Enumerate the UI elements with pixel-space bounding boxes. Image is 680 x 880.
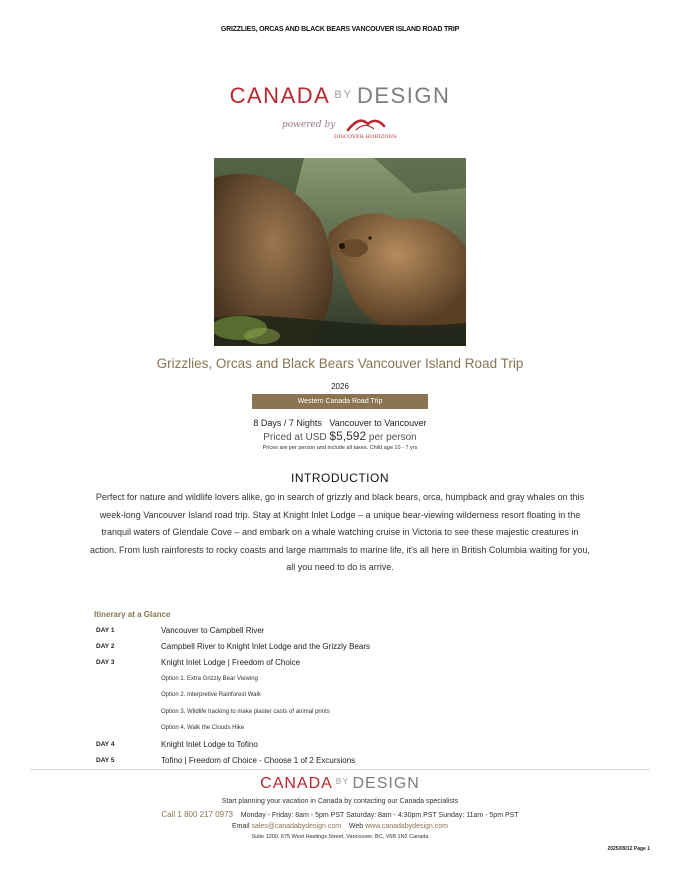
itinerary-row — [96, 756, 596, 770]
powered-by-logo — [282, 114, 422, 146]
introduction-heading: INTRODUCTION — [291, 471, 389, 485]
price-prefix: Priced at USD — [263, 432, 327, 443]
grizzly-bears-photo — [214, 158, 466, 346]
footer-logo-by: BY — [335, 777, 350, 786]
canada-by-design-logo — [0, 83, 680, 109]
powered-by-text: powered by — [282, 120, 336, 130]
footer-call-link[interactable]: Call 1 800 217 0973 — [161, 810, 234, 819]
trip-duration: 8 Days / 7 Nights — [253, 418, 322, 428]
logo-design: DESIGN — [357, 83, 451, 108]
trip-title: Grizzlies, Orcas and Black Bears Vancouver Island Road Trip — [156, 356, 524, 371]
footer-contact-hours — [0, 810, 680, 819]
trip-route: Vancouver to Vancouver — [329, 418, 427, 428]
itinerary-desc: Tofino | Freedom of Choice - Choose 1 of 2 Excursions — [161, 756, 356, 765]
mountain-logo-icon — [342, 114, 392, 136]
itinerary-row — [96, 740, 596, 754]
itinerary-option: Option 4. Walk the Clouds Hike — [161, 725, 245, 731]
trip-year: 2026 — [331, 382, 349, 391]
itinerary-day: DAY 5 — [96, 757, 115, 764]
itinerary-row — [96, 658, 596, 672]
logo-by: BY — [334, 89, 353, 101]
itinerary-day: DAY 2 — [96, 643, 115, 650]
price-fineprint: Prices are per person and include all taxes. Child age 10 - 7 yrs — [262, 445, 418, 451]
itinerary-option: Option 2. Interpretive Rainforest Walk — [161, 692, 261, 698]
price-amount: $5,592 — [329, 429, 367, 443]
footer-email-label: Email — [232, 823, 250, 830]
page-info: 2025/09/12 Page 1 — [607, 846, 650, 852]
logo-canada: CANADA — [229, 83, 331, 108]
itinerary-day: DAY 4 — [96, 741, 115, 748]
footer-web-link[interactable]: www.canadabydesign.com — [365, 823, 448, 830]
introduction-body: Perfect for nature and wildlife lovers alike, go in search of grizzly and black bears, orca, humpback and gray whales on this week-long Vancouver Island road trip. Stay at Knight Inlet Lodge – a unique bear-viewing wilderness resort floating in the tranquil waters of Glendale Cove – and embark on a whale watching cruise in Victoria to see these majestic creatures in action. From lush rainforests to rocky coasts and large mammals to marine life, it's all here in British Columbia waiting for you, all you need to do is arrive. — [90, 492, 590, 573]
footer-logo-design: DESIGN — [352, 775, 420, 792]
footer-email-link[interactable]: sales@canadabydesign.com — [251, 823, 342, 830]
itinerary-option: Option 3. Wildlife tracking to make plaster casts of animal prints — [161, 709, 330, 715]
itinerary-row — [96, 626, 596, 640]
footer-logo-canada: CANADA — [260, 775, 333, 792]
footer-web-label: Web — [348, 823, 364, 830]
itinerary-desc: Campbell River to Knight Inlet Lodge and the Grizzly Bears — [161, 642, 370, 651]
trip-duration-route — [0, 418, 680, 428]
itinerary-desc: Vancouver to Campbell River — [161, 626, 265, 635]
itinerary-day: DAY 3 — [96, 659, 115, 666]
footer-tagline: Start planning your vacation in Canada by contacting our Canada specialists — [221, 798, 459, 805]
footer-address: Suite 1200, 675 West Hastings Street, Vancouver, BC, V6B 1N2 Canada — [251, 834, 429, 840]
powered-brand-name: DISCOVER HORIZONS — [334, 134, 397, 140]
footer-email-web — [0, 823, 680, 830]
footer-logo — [0, 775, 680, 793]
itinerary-desc: Knight Inlet Lodge to Tofino — [161, 740, 258, 749]
price-suffix: per person — [368, 432, 417, 443]
footer-hours: Monday - Friday: 8am - 5pm PST Saturday: 8am - 4:30pm PST Sunday: 11am - 5pm PST — [240, 812, 519, 819]
trip-price — [0, 429, 680, 443]
itinerary-option: Option 1. Extra Grizzly Bear Viewing — [161, 676, 258, 682]
itinerary-desc: Knight Inlet Lodge | Freedom of Choice — [161, 658, 301, 667]
itinerary-day: DAY 1 — [96, 627, 115, 634]
itinerary-row — [96, 642, 596, 656]
itinerary-heading: Itinerary at a Glance — [94, 610, 171, 619]
footer-divider — [30, 769, 650, 770]
document-title: GRIZZLIES, ORCAS AND BLACK BEARS VANCOUVER ISLAND ROAD TRIP — [220, 26, 460, 33]
trip-category-badge: Western Canada Road Trip — [252, 394, 428, 409]
